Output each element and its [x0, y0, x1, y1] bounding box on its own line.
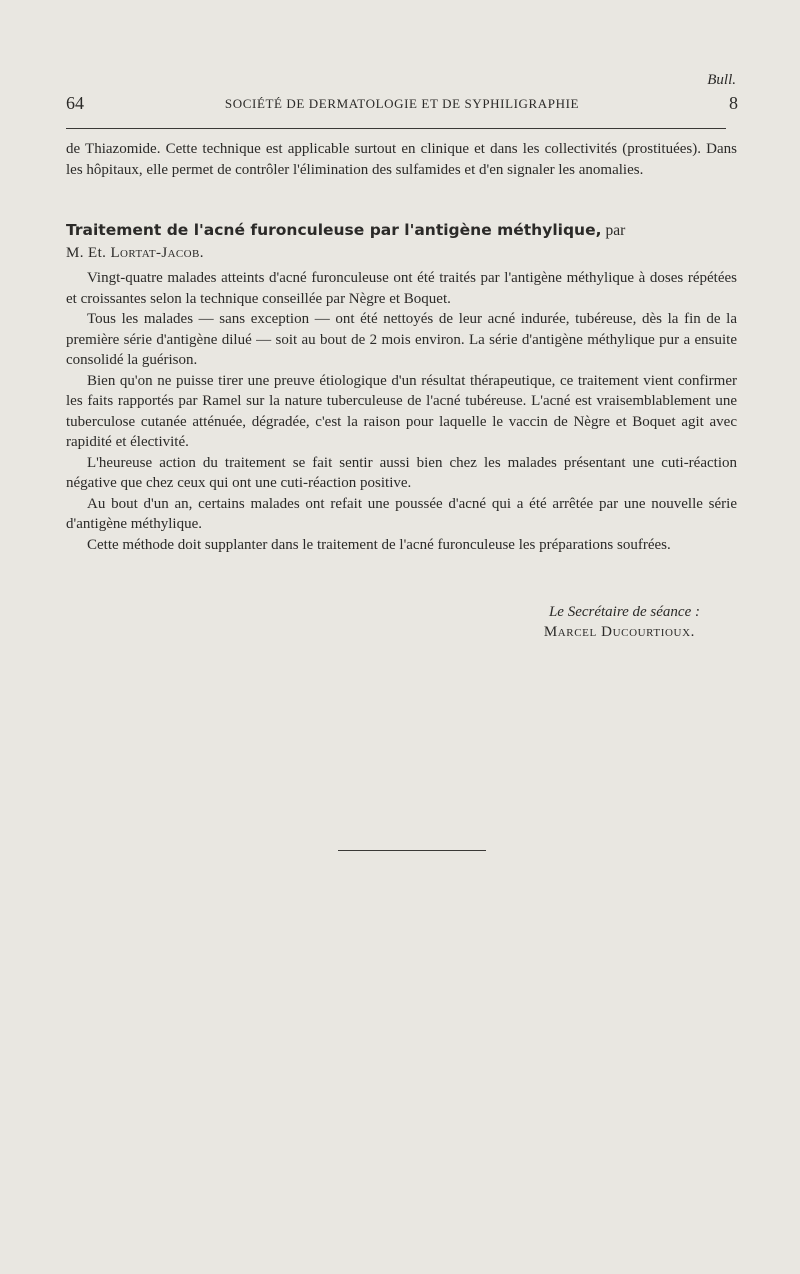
article-author — [66, 242, 741, 264]
header-right-number: 8 — [729, 93, 738, 113]
body-paragraph-4: L'heureuse action du traitement se fait sentir aussi bien chez les malades présentant une cuti-réaction négative que chez ceux qui ont une cuti-réaction positive. — [66, 454, 737, 491]
header-rule — [66, 128, 726, 129]
article-body — [66, 268, 737, 555]
running-title: SOCIÉTÉ DE DERMATOLOGIE ET DE SYPHILIGRAPHIE — [224, 96, 580, 111]
end-rule — [338, 850, 486, 851]
article-heading — [66, 219, 741, 264]
page-header — [66, 93, 738, 117]
body-paragraph-5: Au bout d'un an, certains malades ont refait une poussée d'acné qui a été arrêtée par une nouvelle série d'antigène méthylique. — [66, 495, 737, 532]
intro-text: de Thiazomide. Cette technique est applicable surtout en clinique et dans les collectivités (prostituées). Dans les hôpitaux, elle permet de contrôler l'élimination des sulfamides et d'en signaler les anomalies. — [66, 141, 737, 178]
signature-label: Le Secrétaire de séance : — [548, 604, 700, 620]
article-by: par — [605, 222, 626, 239]
page-number: 64 — [66, 93, 84, 113]
author-name: Lortat-Jacob. — [110, 245, 204, 261]
margin-note: Bull. — [707, 72, 736, 88]
signature-name: Marcel Ducourtioux. — [543, 624, 695, 640]
article-title: Traitement de l'acné furonculeuse par l'antigène méthylique, — [66, 221, 602, 239]
body-paragraph-6: Cette méthode doit supplanter dans le traitement de l'acné furonculeuse les préparations soufrées. — [87, 536, 671, 553]
intro-paragraph — [66, 139, 737, 180]
body-paragraph-1: Vingt-quatre malades atteints d'acné furonculeuse ont été traités par l'antigène méthylique à doses répétées et croissantes selon la technique conseillée par Nègre et Boquet. — [66, 270, 737, 307]
body-paragraph-2: Tous les malades — sans exception — ont été nettoyés de leur acné indurée, tubéreuse, dès la fin de la première série d'antigène dilué — soit au bout de 2 mois environ. La série d'antigène méthylique pur a ensuite consolidé la guérison. — [66, 311, 737, 368]
author-prefix: M. Et. — [66, 245, 107, 261]
body-paragraph-3: Bien qu'on ne puisse tirer une preuve étiologique d'un résultat thérapeutique, ce traitement vient confirmer les faits rapportés par Ramel sur la nature tuberculeuse de l'acné tubéreuse. L'acné est vraisemblablement une tuberculose cutanée atténuée, dégradée, c'est la raison pour laquelle le vaccin de Nègre et Boquet agit avec rapidité et électivité. — [66, 372, 737, 450]
